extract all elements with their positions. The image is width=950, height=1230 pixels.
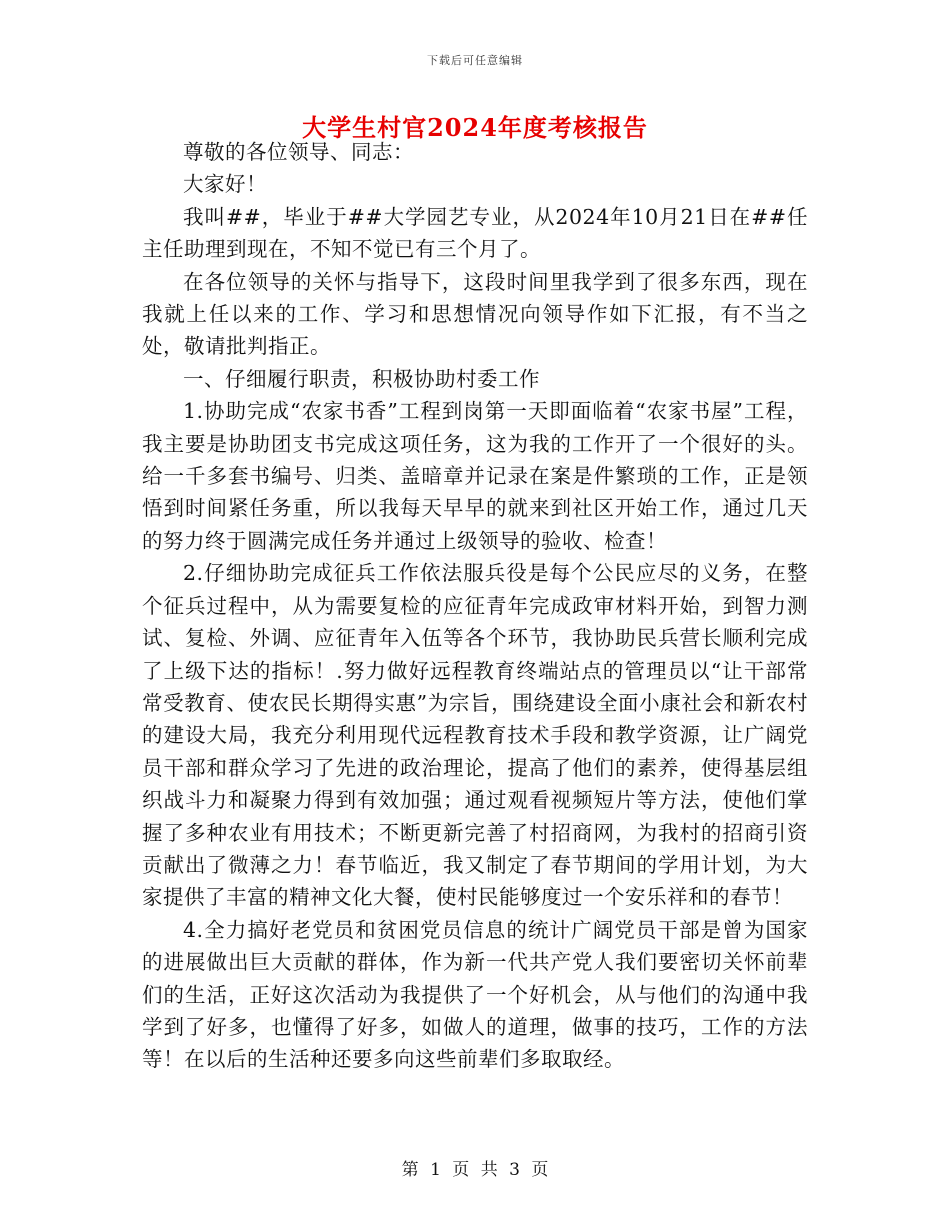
salutation: 尊敬的各位领导、同志： (183, 140, 414, 164)
greeting: 大家好！ (183, 172, 267, 197)
body-paragraph: 2.仔细协助完成征兵工作依法服兵役是每个公民应尽的义务，在整个征兵过程中，从为需要复检的应征青年完成政审材料开始，到智力测试、复检、外调、应征青年入伍等各个环节，我协助民兵营长顺利完成了上级下达的指标！.努力做好远程教育终端站点的管理员以“让干部常常受教育、使农民长期得实惠”为宗旨，围绕建设全面小康社会和新农村的建设大局，我充分利用现代远程教育技术手段和教学资源，让广阔党员干部和群众学习了先进的政治理论，提高了他们的素养，使得基层组织战斗力和凝聚力得到有效加强；通过观看视频短片等方法，使他们掌握了多种农业有用技术；不断更新完善了村招商网，为我村的招商引资贡献出了微薄之力！春节临近，我又制定了春节期间的学用计划，为大家提供了丰富的精神文化大餐，使村民能够度过一个安乐祥和的春节！ (142, 561, 808, 910)
body-paragraph: 我叫##，毕业于##大学园艺专业，从2024年10月21日在##任主任助理到现在，不知不觉已有三个月了。 (142, 204, 808, 262)
body-paragraph: 在各位领导的关怀与指导下，这段时间里我学到了很多东西，现在我就上任以来的工作、学习和思想情况向领导作如下汇报，有不当之处，敬请批判指正。 (142, 269, 808, 359)
section-heading: 一、仔细履行职责，积极协助村委工作 (183, 366, 540, 391)
document-title: 大学生村官2024年度考核报告 (302, 113, 648, 142)
page-footer: 第 1 页 共 3 页 (401, 1160, 549, 1180)
header-note: 下载后可任意编辑 (427, 54, 523, 67)
body-paragraph: 1.协助完成“农家书香”工程到岗第一天即面临着“农家书屋”工程，我主要是协助团支书完成这项任务，这为我的工作开了一个很好的头。给一千多套书编号、归类、盖暗章并记录在案是件繁琐的工作，正是领悟到时间紧任务重，所以我每天早早的就来到社区开始工作，通过几天的努力终于圆满完成任务并通过上级领导的验收、检查！ (142, 399, 808, 553)
document-body (142, 136, 808, 1076)
body-paragraph: 4.全力搞好老党员和贫困党员信息的统计广阔党员干部是曾为国家的进展做出巨大贡献的群体，作为新一代共产党人我们要密切关怀前辈们的生活，正好这次活动为我提供了一个好机会，从与他们的沟通中我学到了好多，也懂得了好多，如做人的道理，做事的技巧，工作的方法等！在以后的生活种还要多向这些前辈们多取取经。 (142, 917, 808, 1072)
